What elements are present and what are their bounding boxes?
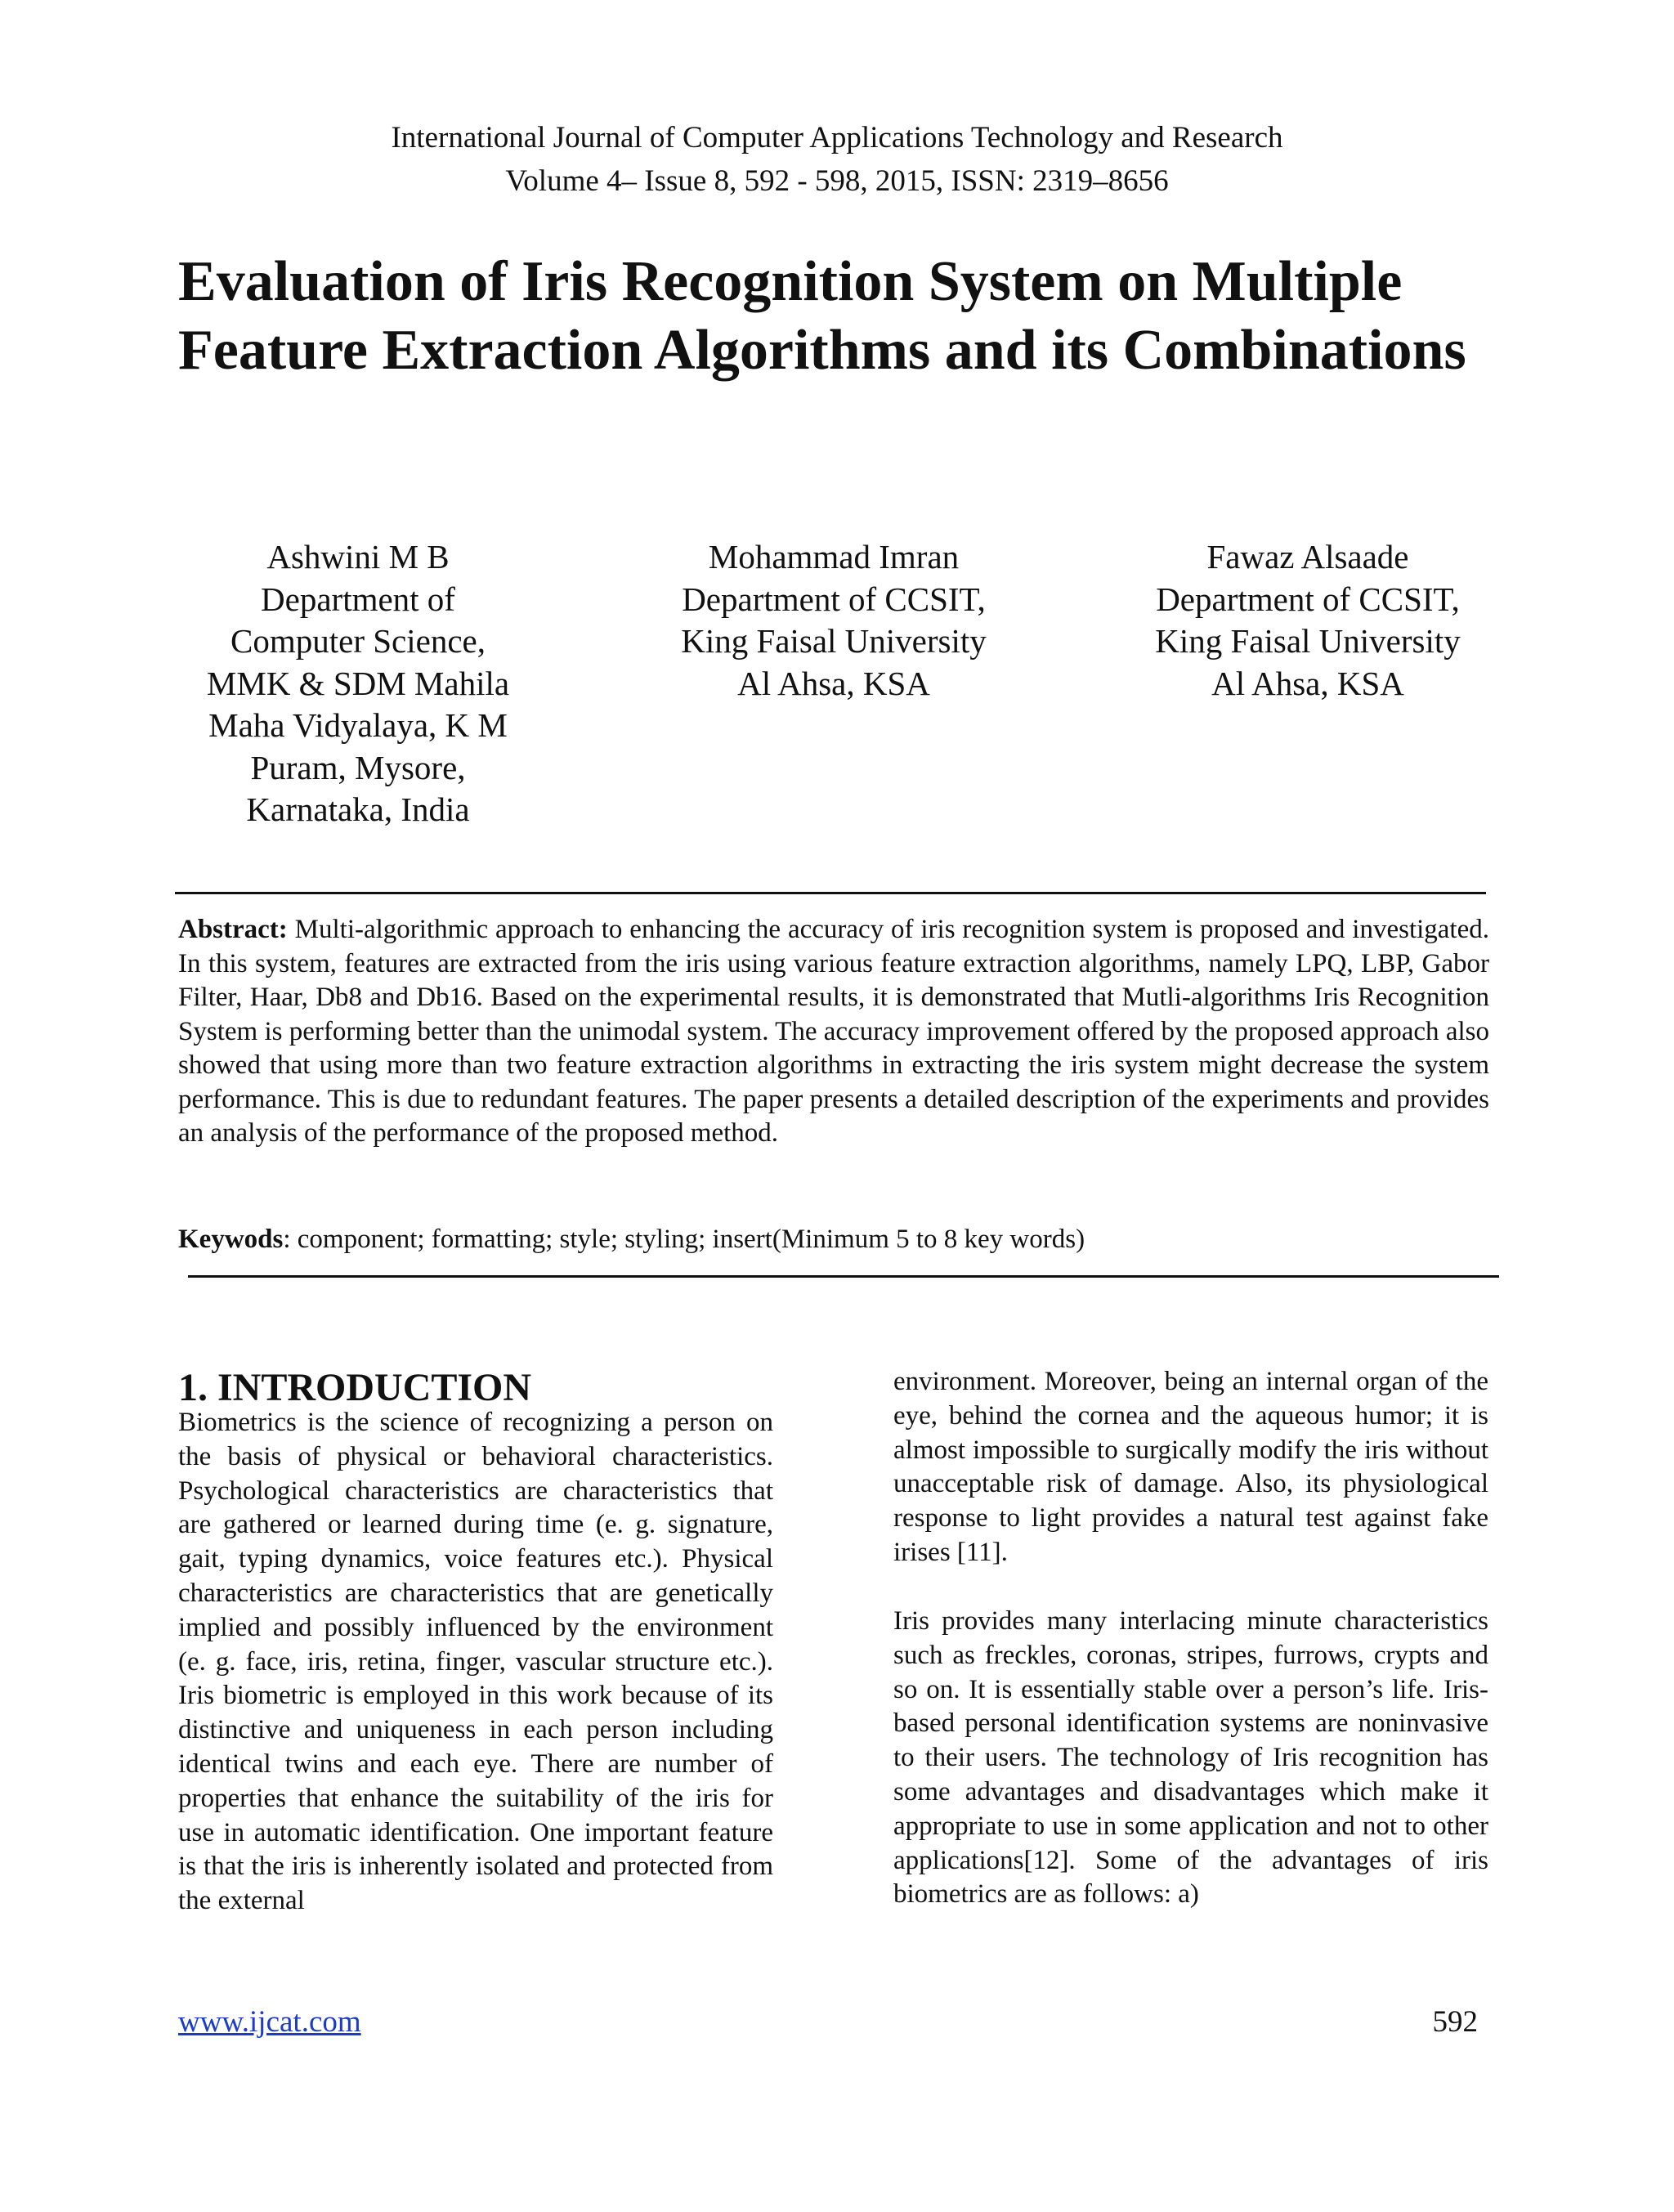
section-heading-introduction: 1. INTRODUCTION xyxy=(178,1366,532,1409)
keywords-label: Keywods xyxy=(178,1225,284,1254)
intro-paragraph-left: Biometrics is the science of recognizing a person on the basis of physical or behavioral characteristics. Psychological characteristics are characteristics that are gathered or learned during time (e. g. signature, gait, typing dynamics, voice features etc.). Physical characteristics are characteristics that are genetically implied and possibly influenced by the environment (e. g. face, iris, retina, finger, vascular structure etc.). Iris biometric is employed in this work because of its distinctive and uniqueness in each person including identical twins and each eye. There are number of properties that enhance the suitability of the iris for use in automatic identification. One important feature is that the iris is inherently isolated and protected from the external xyxy=(178,1408,773,1916)
author-affiliation-line: Department of xyxy=(261,580,455,618)
author-affiliation-line: Maha Vidyalaya, K M xyxy=(208,706,508,744)
author-affiliation-line: Al Ahsa, KSA xyxy=(1211,664,1404,702)
author-affiliation-line: King Faisal University xyxy=(681,622,987,660)
intro-paragraph-right-1: environment. Moreover, being an internal organ of the eye, behind the cornea and the aqueous humor; it is almost impossible to surgically modify the iris without unacceptable risk of damage. Also, its physiological response to light provides a natural test against fake irises [11]. xyxy=(893,1367,1488,1567)
author-affiliation-line: Puram, Mysore, xyxy=(250,748,466,786)
journal-issue: Volume 4– Issue 8, 592 - 598, 2015, ISSN: 2319–8656 xyxy=(505,164,1169,198)
intro-paragraph-right-2: Iris provides many interlacing minute characteristics such as freckles, coronas, stripes, furrows, crypts and so on. It is essentially stable over a person’s life. Iris-based personal identification systems are noninvasive to their users. The technology of Iris recognition has some advantages and disadvantages which make it appropriate to use in some application and not to other applications[12]. Some of the advantages of iris biometrics are as follows: a) xyxy=(893,1606,1488,1910)
author-affiliation-line: Al Ahsa, KSA xyxy=(737,664,930,702)
author-block-2 xyxy=(646,536,1022,705)
author-affiliation-line: King Faisal University xyxy=(1155,622,1461,660)
paper-title: Evaluation of Iris Recognition System on Multiple Feature Extraction Algorithms and its Combinations xyxy=(178,250,1466,382)
author-block-3 xyxy=(1128,536,1488,705)
keywords-text: : component; formatting; style; styling; insert(Minimum 5 to 8 key words) xyxy=(283,1225,1085,1254)
abstract-text: Multi-algorithmic approach to enhancing the accuracy of iris recognition system is proposed and investigated. In this system, features are extracted from the iris using various feature extraction algorithms, namely LPQ, LBP, Gabor Filter, Haar, Db8 and Db16. Based on the experimental results, it is demonstrated that Mutli-algorithms Iris Recognition System is performing better than the unimodal system. The accuracy improvement offered by the proposed approach also showed that using more than two feature extraction algorithms in extracting the iris system might decrease the system performance. This is due to redundant features. The paper presents a detailed description of the experiments and provides an analysis of the performance of the proposed method. xyxy=(178,915,1489,1148)
author-affiliation-line: Department of CCSIT, xyxy=(1156,580,1460,618)
abstract xyxy=(178,913,1489,1151)
keywords xyxy=(178,1222,1489,1256)
author-affiliation-line: MMK & SDM Mahila xyxy=(206,664,510,702)
author-affiliation-line: Computer Science, xyxy=(231,622,486,660)
author-affiliation-line: Karnataka, India xyxy=(246,790,470,828)
author-name: Fawaz Alsaade xyxy=(1206,538,1409,575)
page-number: 592 xyxy=(1432,2005,1478,2039)
abstract-label: Abstract: xyxy=(178,915,288,944)
abstract-top-rule xyxy=(175,892,1486,894)
footer-website-link[interactable]: www.ijcat.com xyxy=(178,2005,361,2039)
author-name: Ashwini M B xyxy=(266,538,450,575)
author-name: Mohammad Imran xyxy=(708,538,960,575)
journal-name: International Journal of Computer Applications Technology and Research xyxy=(391,121,1283,154)
author-block-1 xyxy=(178,536,538,831)
keywords-bottom-rule xyxy=(188,1275,1499,1278)
author-affiliation-line: Department of CCSIT, xyxy=(682,580,986,618)
